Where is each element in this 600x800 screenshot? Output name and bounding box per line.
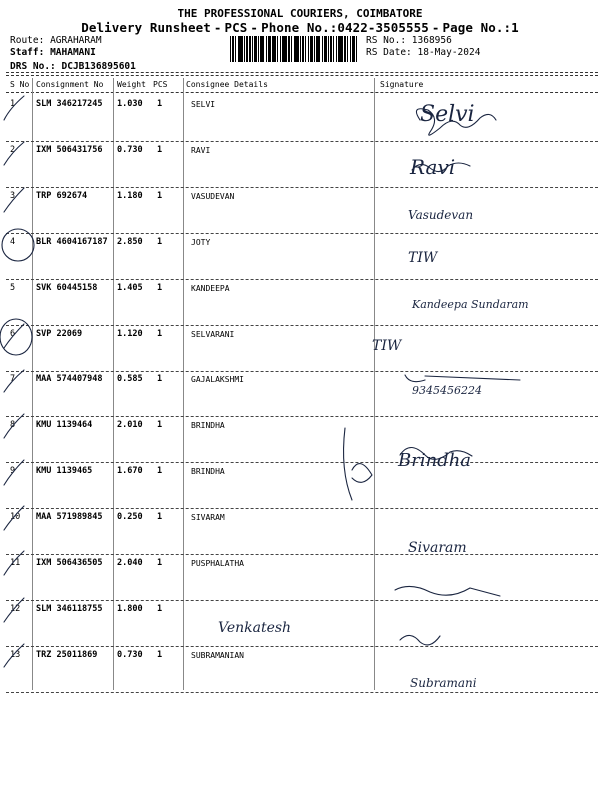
staff-line: Staff: MAHAMANI — [10, 47, 96, 58]
sign-phone-row-7: 9345456224 — [412, 384, 482, 397]
handwritten-venkatesh: Venkatesh — [218, 620, 292, 636]
sign-subramani: Subramani — [410, 676, 477, 690]
row-weight: 1.180 — [117, 190, 143, 201]
table-row — [0, 95, 600, 142]
sign-tiw-row-6: TIW — [372, 338, 402, 354]
row-consignee: JOTY — [191, 237, 211, 247]
row-consignment-no: KMU 1139465 — [36, 466, 93, 477]
row-consignment-no: TRP 692674 — [36, 190, 88, 201]
table-row — [0, 233, 600, 280]
row-consignment-no: IXM 506436505 — [36, 558, 103, 568]
row-consignment-no: IXM 506431756 — [36, 144, 103, 155]
col-header-signature: Signature — [380, 80, 424, 89]
table-row — [0, 600, 600, 647]
row-pcs: 1 — [157, 374, 163, 385]
row-weight: 1.800 — [117, 603, 143, 614]
header-left-block — [10, 35, 136, 73]
sign-vasudevan: Vasudevan — [408, 208, 474, 222]
row-weight: 1.120 — [117, 328, 143, 339]
row-consignment-no: MAA 571989845 — [36, 512, 103, 523]
header-right-block — [366, 35, 480, 59]
row-weight: 2.010 — [117, 420, 143, 431]
row-consignment-no: SVP 22069 — [36, 328, 83, 339]
col-header-weight: Weight — [117, 80, 146, 89]
row-consignment-no: SLM 346217245 — [36, 99, 103, 109]
row-consignee: VASUDEVAN — [191, 191, 235, 201]
col-header-consignee: Consignee Details — [186, 80, 268, 89]
row-pcs: 1 — [157, 282, 163, 293]
row-weight: 2.040 — [117, 558, 143, 568]
header-divider-1 — [6, 72, 598, 73]
row-consignment-no: BLR 4604167187 — [36, 236, 108, 247]
col-header-consignment: Consignment No — [36, 80, 104, 89]
row-sno: 10 — [10, 512, 21, 523]
table-row — [0, 462, 600, 509]
table-row — [0, 325, 600, 372]
row-consignee: BRINDHA — [191, 421, 225, 431]
drs-value: DCJB136895601 — [61, 61, 136, 72]
subtitle-part-1: Delivery Runsheet — [81, 20, 211, 35]
row-divider — [6, 692, 598, 693]
row-pcs: 1 — [157, 603, 163, 614]
row-sno: 1 — [10, 99, 16, 109]
row-sno: 2 — [10, 144, 16, 155]
rs-no-line: RS No.: 1368956 — [366, 35, 452, 46]
sign-selvi: Selvi — [420, 102, 475, 127]
row-consignment-no: MAA 574407948 — [36, 374, 103, 385]
sign-sivaram: Sivaram — [408, 540, 467, 556]
table-row — [0, 508, 600, 555]
row-sno: 4 — [10, 236, 16, 247]
row-sno: 8 — [10, 420, 16, 431]
row-consignee: PUSPHALATHA — [191, 559, 244, 568]
row-consignee: SELVI — [191, 100, 216, 109]
sign-ravi: Ravi — [410, 155, 456, 179]
sign-brindha: Brindha — [398, 450, 472, 471]
row-consignee: RAVI — [191, 145, 211, 155]
row-pcs: 1 — [157, 466, 163, 477]
row-weight: 1.670 — [117, 466, 143, 477]
row-weight: 0.730 — [117, 649, 143, 660]
row-sno: 6 — [10, 328, 16, 339]
rs-date-line: RS Date: 18-May-2024 — [366, 47, 481, 58]
col-header-sno: S No — [10, 80, 30, 89]
route-line: Route: AGRAHARAM — [10, 35, 102, 46]
row-consignee: BRINDHA — [191, 467, 225, 477]
row-pcs: 1 — [157, 512, 163, 523]
row-pcs: 1 — [157, 328, 163, 339]
rs-no-value: 1368956 — [411, 35, 452, 46]
row-consignee: SUBRAMANIAN — [191, 650, 244, 660]
barcode-overlay — [232, 36, 356, 62]
row-sno: 7 — [10, 374, 16, 385]
row-weight: 0.250 — [117, 512, 143, 523]
table-row — [0, 187, 600, 234]
row-consignee: KANDEEPA — [191, 283, 230, 293]
row-pcs: 1 — [157, 649, 163, 660]
row-pcs: 1 — [157, 144, 163, 155]
row-weight: 0.730 — [117, 144, 143, 155]
drs-line: DRS No.: DCJB136895601 — [10, 61, 136, 72]
header-divider-2 — [6, 75, 598, 76]
subtitle-part-2: PCS — [224, 20, 248, 35]
row-sno: 13 — [10, 649, 21, 660]
sign-tiw-row-4: TIW — [408, 250, 438, 266]
row-sno: 12 — [10, 603, 21, 614]
row-pcs: 1 — [157, 420, 163, 431]
table-row — [0, 370, 600, 417]
row-sno: 9 — [10, 466, 16, 477]
row-consignment-no: SVK 60445158 — [36, 282, 98, 293]
staff-value: MAHAMANI — [50, 47, 96, 58]
row-weight: 1.405 — [117, 282, 143, 293]
row-weight: 1.030 — [117, 99, 143, 109]
table-row — [0, 554, 600, 601]
row-consignment-no: TRZ 25011869 — [36, 649, 98, 660]
runsheet-subtitle: Delivery Runsheet - PCS - Phone No.:0422-3505555 - Page No.:1 — [81, 20, 519, 35]
subtitle-part-3: Phone No.:0422-3505555 — [261, 20, 429, 35]
row-consignment-no: SLM 346118755 — [36, 603, 103, 614]
table-row — [0, 646, 600, 693]
route-value: AGRAHARAM — [50, 35, 102, 46]
row-consignee: GAJALAKSHMI — [191, 375, 244, 385]
row-pcs: 1 — [157, 558, 163, 568]
row-pcs: 1 — [157, 99, 163, 109]
subtitle-part-4: Page No.:1 — [442, 20, 519, 35]
row-sno: 5 — [10, 282, 16, 293]
column-header-divider — [6, 92, 598, 93]
table-row — [0, 141, 600, 188]
sign-kandeepa: Kandeepa Sundaram — [412, 298, 529, 311]
row-weight: 0.585 — [117, 374, 143, 385]
row-sno: 3 — [10, 190, 16, 201]
row-consignment-no: KMU 1139464 — [36, 420, 93, 431]
row-consignee: SIVARAM — [191, 513, 225, 523]
row-sno: 11 — [10, 558, 21, 568]
col-header-pcs: PCS — [153, 80, 168, 89]
table-row — [0, 416, 600, 463]
row-consignee: SELVARANI — [191, 329, 235, 339]
row-pcs: 1 — [157, 236, 163, 247]
rs-date-value: 18-May-2024 — [417, 47, 481, 58]
row-pcs: 1 — [157, 190, 163, 201]
company-title: THE PROFESSIONAL COURIERS, COIMBATORE — [177, 7, 423, 20]
row-weight: 2.850 — [117, 236, 143, 247]
